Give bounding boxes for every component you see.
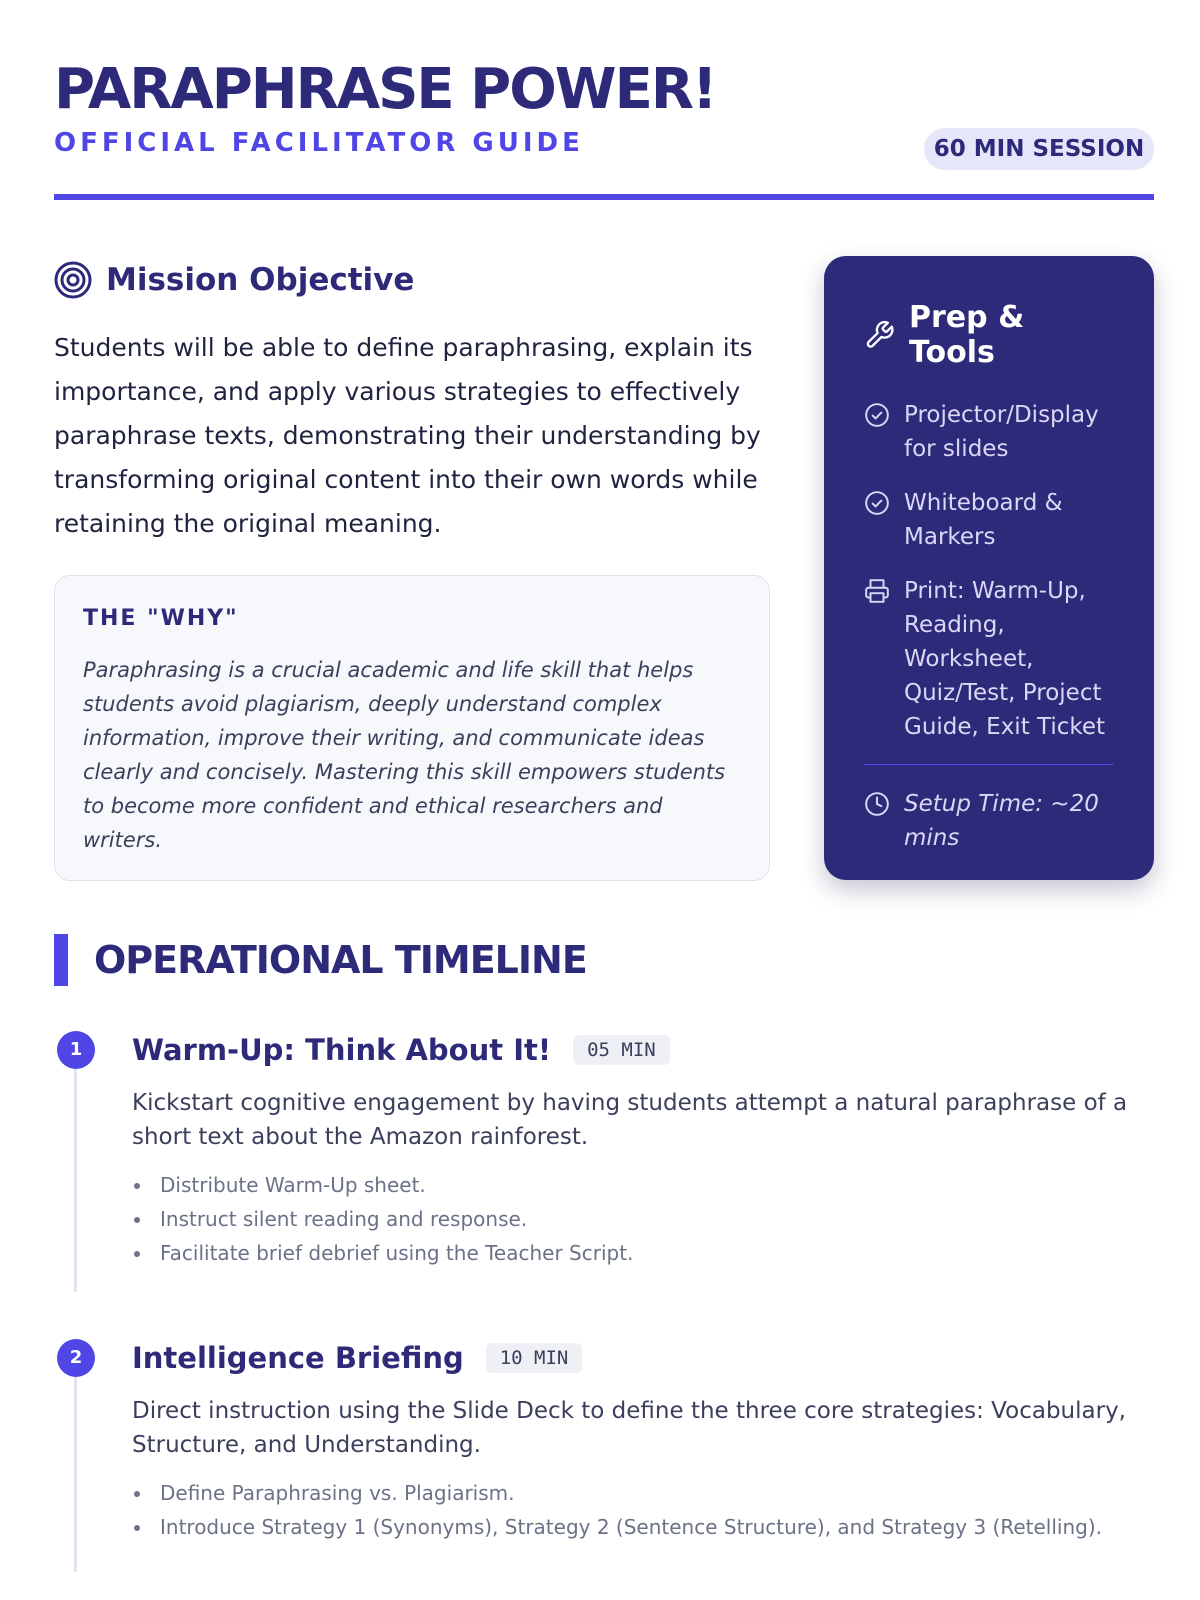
mission-heading: Mission Objective — [106, 262, 415, 298]
step-body — [132, 1028, 1154, 1270]
header-divider — [54, 194, 1154, 200]
mission-section — [54, 258, 774, 546]
prep-tools-card — [824, 256, 1154, 880]
page-subtitle: OFFICIAL FACILITATOR GUIDE — [54, 128, 584, 158]
check-circle-icon — [864, 490, 890, 516]
step-number-badge: 2 — [57, 1339, 95, 1377]
setup-time-text: Setup Time: ~20 mins — [904, 791, 1099, 851]
prep-list — [864, 398, 1114, 744]
page-title: PARAPHRASE POWER! — [54, 57, 716, 122]
prep-heading: Prep & Tools — [909, 300, 1025, 370]
why-label: THE "WHY" — [83, 606, 239, 631]
page-header — [54, 57, 1154, 162]
prep-item-text: Projector/Display for slides — [904, 402, 1099, 462]
prep-heading-row — [864, 300, 1114, 370]
step-body — [132, 1336, 1154, 1544]
setup-time — [864, 787, 1114, 855]
step-title: Warm-Up: Think About It! — [132, 1033, 552, 1067]
prep-divider — [864, 764, 1114, 765]
why-text: Paraphrasing is a crucial academic and life skill that helps students avoid plagiarism, deeply understand complex information, improve their writing, and communicate ideas clearly and concisely. Mastering this skill empowers students to become more confident and ethical researchers and writers. — [83, 658, 726, 852]
step-duration-tag: 10 MIN — [486, 1343, 583, 1373]
wrench-icon — [864, 319, 895, 351]
prep-item-text: Whiteboard & Markers — [904, 490, 1063, 550]
step-description: Kickstart cognitive engagement by having students attempt a natural paraphrase of a short text about the Amazon rainforest. — [132, 1090, 1128, 1150]
step-duration-tag: 05 MIN — [573, 1035, 670, 1065]
step-bullet-list — [132, 1476, 1154, 1544]
step-description: Direct instruction using the Slide Deck to define the three core strategies: Vocabulary, Structure, and Understanding. — [132, 1398, 1126, 1458]
step-bullet: Instruct silent reading and response. — [132, 1202, 1154, 1236]
step-bullet: Distribute Warm-Up sheet. — [132, 1168, 1154, 1202]
step-bullet: Define Paraphrasing vs. Plagiarism. — [132, 1476, 1154, 1510]
prep-item — [864, 574, 1114, 744]
step-bullet: Facilitate brief debrief using the Teacher Script. — [132, 1236, 1154, 1270]
why-card — [54, 575, 770, 881]
timeline-connector — [74, 1052, 77, 1292]
step-number-badge: 1 — [57, 1031, 95, 1069]
prep-item — [864, 486, 1114, 554]
timeline-heading-row — [54, 934, 587, 986]
timeline-step — [54, 1028, 1154, 1292]
session-length-badge: 60 MIN SESSION — [924, 128, 1154, 170]
step-title-row — [132, 1336, 1154, 1380]
mission-objective-text: Students will be able to define paraphrasing, explain its importance, and apply various strategies to effectively paraphrase texts, demonstrating their understanding by transforming original content into their own words while retaining the original meaning. — [54, 333, 761, 538]
timeline-step — [54, 1336, 1154, 1576]
prep-item — [864, 398, 1114, 466]
printer-icon — [864, 578, 890, 604]
timeline-accent-bar — [54, 934, 68, 986]
prep-item-text: Print: Warm-Up, Reading, Worksheet, Quiz/Test, Project Guide, Exit Ticket — [904, 578, 1106, 740]
step-bullet: Introduce Strategy 1 (Synonyms), Strategy 2 (Sentence Structure), and Strategy 3 (Retelling). — [132, 1510, 1154, 1544]
clock-icon — [864, 791, 890, 817]
timeline-connector — [74, 1360, 77, 1572]
step-bullet-list — [132, 1168, 1154, 1270]
step-title-row — [132, 1028, 1154, 1072]
mission-heading-row — [54, 258, 774, 302]
timeline-heading: OPERATIONAL TIMELINE — [94, 938, 587, 982]
target-icon — [54, 261, 92, 299]
step-title: Intelligence Briefing — [132, 1341, 464, 1375]
check-circle-icon — [864, 402, 890, 428]
